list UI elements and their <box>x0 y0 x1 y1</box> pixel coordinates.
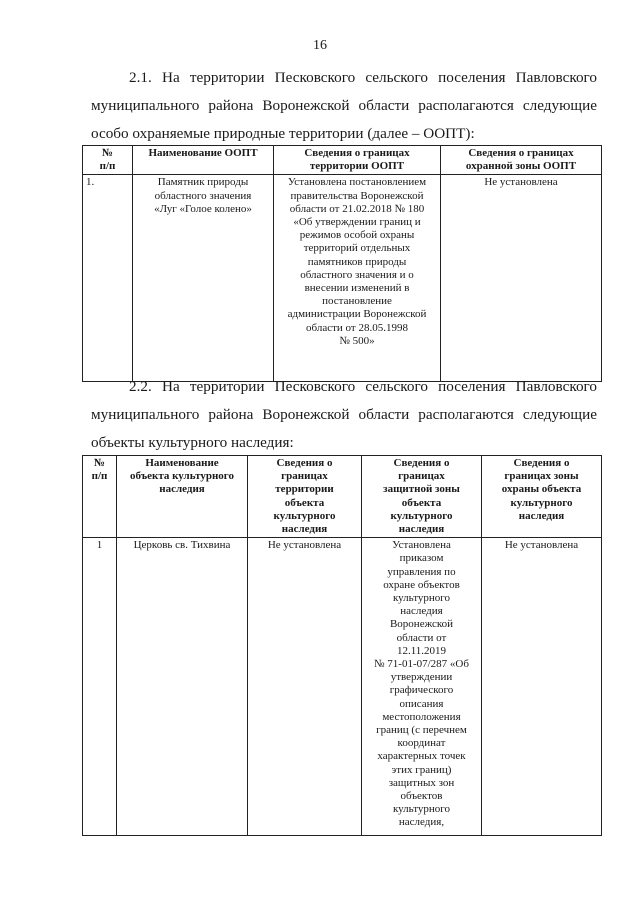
row-number: 1 <box>83 538 117 836</box>
table-row <box>83 175 602 382</box>
header-protection-zone-boundaries: Сведения о границах охранной зоны ООПТ <box>441 146 602 175</box>
row-number: 1. <box>83 175 133 382</box>
oopt-table <box>82 145 602 382</box>
row-security-zone: Не установлена <box>482 538 602 836</box>
header-territory-boundaries: Сведения о границах территории ООПТ <box>274 146 441 175</box>
header-number: № п/п <box>83 146 133 175</box>
header-heritage-name: Наименование объекта культурного наследия <box>117 456 248 538</box>
row-protection-zone: Не установлена <box>441 175 602 382</box>
row-territory: Не установлена <box>248 538 362 836</box>
header-security-zone-boundaries: Сведения о границах зоны охраны объекта культурного наследия <box>482 456 602 538</box>
header-protective-zone-boundaries: Сведения о границах защитной зоны объекта культурного наследия <box>362 456 482 538</box>
header-territory-boundaries: Сведения о границах территории объекта культурного наследия <box>248 456 362 538</box>
page-number: 16 <box>313 38 327 53</box>
row-protective-zone: Установлена приказом управления по охране объектов культурного наследия Воронежской области от 12.11.2019 № 71-01-07/287 «Об утверждении графического описания местоположения границ (с перечнем координат характерных точек этих границ) защитных зон объектов культурного наследия, <box>362 538 482 836</box>
row-oopt-name: Памятник природы областного значения «Луг «Голое колено» <box>133 175 274 382</box>
header-oopt-name: Наименование ООПТ <box>133 146 274 175</box>
section-2-2-paragraph: 2.2. На территории Песковского сельского поселения Павловского муниципального района Воронежской области располагаются следующие объекты культурного наследия: <box>91 378 597 451</box>
header-number: № п/п <box>83 456 117 538</box>
row-heritage-name: Церковь св. Тихвина <box>117 538 248 836</box>
table-header-row <box>83 146 602 175</box>
row-territory-boundaries: Установлена постановлением правительства Воронежской области от 21.02.2018 № 180 «Об утверждении границ и режимов особой охраны территорий отдельных памятников природы областного значения и о внесении изменений в постановление администрации Воронежской области от 28.05.1998 № 500» <box>274 175 441 382</box>
section-2-1-paragraph: 2.1. На территории Песковского сельского поселения Павловского муниципального района Воронежской области располагаются следующие особо охраняемые природные территории (далее – ООПТ): <box>91 69 597 142</box>
table-header-row <box>83 456 602 538</box>
heritage-table <box>82 455 602 836</box>
table-row <box>83 538 602 836</box>
